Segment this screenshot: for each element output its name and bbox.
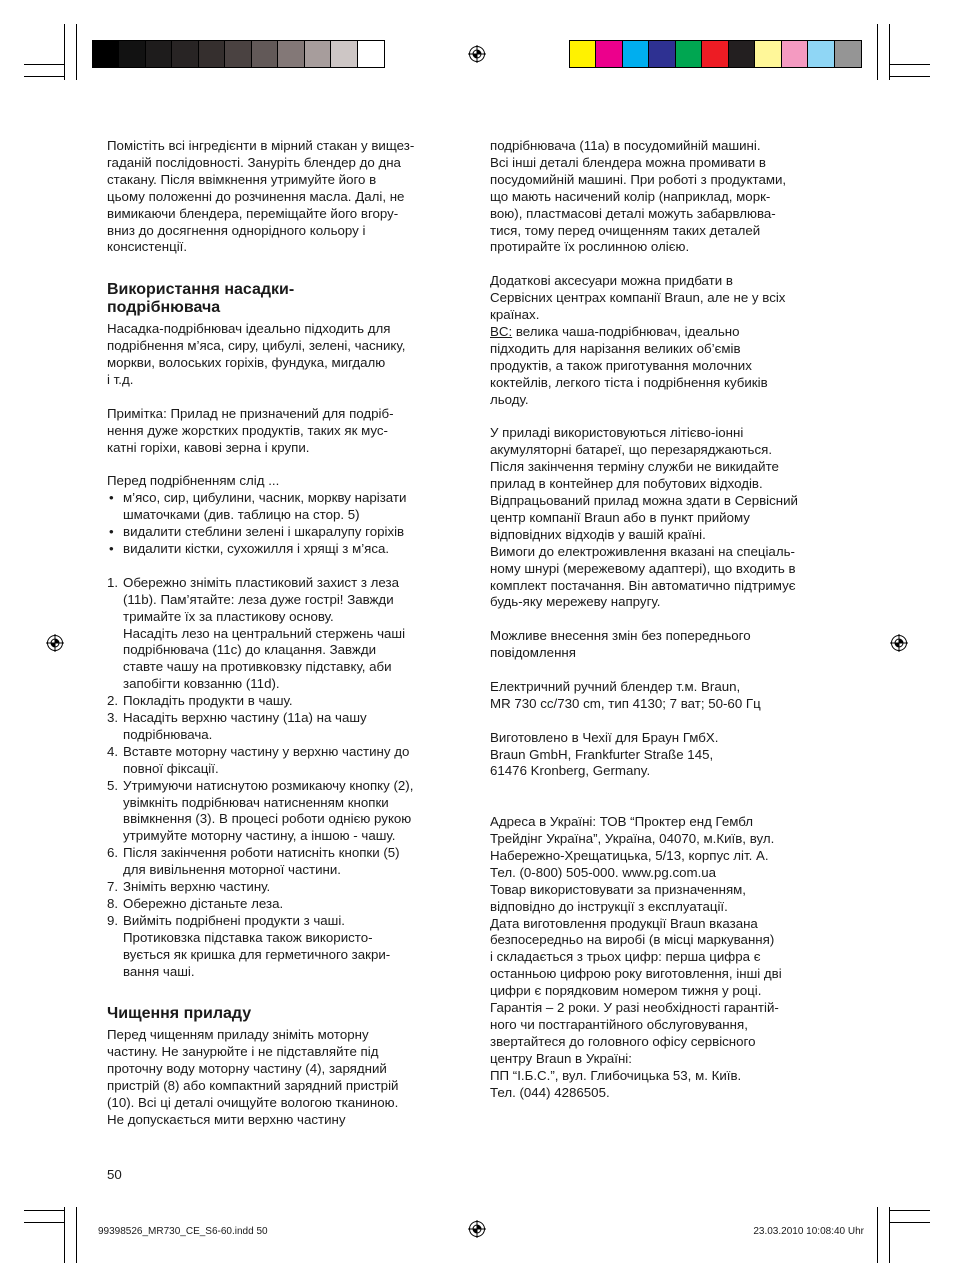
color-swatch <box>808 41 834 67</box>
step-number: 9. <box>107 912 119 928</box>
bc-accessory-paragraph <box>490 324 850 409</box>
step-text: Покладіть продукти в чашу. <box>123 693 293 709</box>
step-text: Вийміть подрібнені продукти з чаші. Протиковзка підставка також використо- вується як кришка для герметичного закри- вання чаші. <box>123 912 391 979</box>
step-text: Обережно дістаньте леза. <box>123 896 284 911</box>
page-number: 50 <box>107 1167 122 1182</box>
color-swatch <box>570 41 596 67</box>
cleaning-continued-paragraph: подрібнювача (11a) в посудомийній машині. Всі інші деталі блендера можна промивати в посудомийній машині. При роботі з продуктами, що мають насичений колір (наприклад, морк- вою), пластмасові деталі можуть забарвлюва- тися, тому перед очищенням таких деталей протирайте їх рослинною олією. <box>490 138 787 255</box>
color-swatch <box>358 41 384 67</box>
step-text: Після закінчення роботи натисніть кнопки (5) для вивільнення моторної частини. <box>123 845 400 878</box>
cleaning-paragraph: Перед чищенням приладу зніміть моторну частину. Не занурюйте і не підставляйте під проточну воду моторну частину (4), зарядний пристрій (8) або компактний зарядний пристрій (10). Всі ці деталі очищуйте вологою тканиною. Не допускається мити верхню частину <box>107 1027 399 1127</box>
print-slug-filename: 99398526_MR730_CE_S6-60.indd 50 <box>98 1226 268 1237</box>
color-swatch <box>676 41 702 67</box>
color-swatch <box>331 41 357 67</box>
color-swatch <box>729 41 755 67</box>
color-swatch <box>119 41 145 67</box>
color-swatch <box>596 41 622 67</box>
product-info: Електричний ручний блендер т.м. Braun, MR 730 cc/730 cm, тип 4130; 7 ват; 50-60 Гц <box>490 678 761 711</box>
list-item: • видалити кістки, сухожилля і хрящі з м’яса. <box>107 541 459 558</box>
color-swatch <box>782 41 808 67</box>
registration-mark-icon <box>46 634 64 652</box>
step-text: Обережно зніміть пластиковий захист з леза (11b). Пам’ятайте: леза дуже гострі! Завжди тримайте їх за пластикову основу. Насадіть лезо на центральний стержень чаші подрібнювача (11c) до клацання. Завжди ставте чашу на противковзку підставку, аби запобігти ковзанню (11d). <box>123 574 406 692</box>
color-swatch <box>225 41 251 67</box>
list-item <box>107 693 459 710</box>
step-number: 1. <box>107 574 119 590</box>
step-number: 6. <box>107 845 119 861</box>
step-number: 4. <box>107 743 119 759</box>
color-swatch <box>755 41 781 67</box>
list-item <box>107 879 459 896</box>
list-item <box>107 575 459 693</box>
list-item <box>107 896 459 913</box>
step-text: Зніміть верхню частину. <box>123 879 271 895</box>
color-swatch <box>146 41 172 67</box>
print-slug-timestamp: 23.03.2010 10:08:40 Uhr <box>753 1226 864 1237</box>
color-swatch <box>305 41 331 67</box>
color-swatch <box>172 41 198 67</box>
left-column <box>107 138 459 1129</box>
step-text: Вставте моторну частину у верхню частину до повної фіксації. <box>123 743 410 776</box>
bc-text: велика чаша-подрібнювач, ідеально підходить для нарізання великих об’ємів продуктів, а також приготування молочних коктейлів, легкого тіста і подрібнення кубиків льоду. <box>490 323 768 407</box>
color-swatch <box>278 41 304 67</box>
list-item <box>107 744 459 778</box>
preparation-list <box>107 490 459 558</box>
registration-mark-icon <box>890 634 908 652</box>
accessories-paragraph: Додаткові аксесуари можна придбати в Сервісних центрах компанії Braun, але не у всіх країнах. <box>490 273 786 323</box>
color-calibration-bar <box>569 40 862 68</box>
step-text: Утримуючи натиснутою розмикаючу кнопку (2), увімкніть подрібнювач натисненням кнопки ввімкнення (3). В процесі роботи однією рукою утримуйте моторну частину, а іншою - чашу. <box>123 777 414 844</box>
step-number: 3. <box>107 710 119 726</box>
color-swatch <box>623 41 649 67</box>
list-item: • м’ясо, сир, цибулини, часник, моркву нарізати шматочками (див. таблицю на стор. 5) <box>107 490 459 524</box>
chopper-paragraph: Насадка-подрібнювач ідеально підходить для подрібнення м’яса, сиру, цибулі, зелені, часнику, моркви, волоських горіхів, фундука, мигдалю і т.д. <box>107 321 406 387</box>
list-item <box>107 710 459 744</box>
manufacturer-info: Виготовлено в Чехії для Браун ГмбХ. Braun GmbH, Frankfurter Straße 145, 61476 Kronberg, Germany. <box>490 729 719 779</box>
color-swatch <box>93 41 119 67</box>
list-item <box>107 913 459 981</box>
battery-paragraph: У приладі використовуються літієво-іонні акумуляторні батареї, що перезаряджаються. Після закінчення терміну служби не викидайте прилад в контейнер для побутових відходів. Відпрацьований прилад можна здати в Сервісний центр компанії Braun або в пункт прийому відповідних відходів у вашій країні. Вимоги до електроживлення вказані на спеціаль- ному шнурі (мережевому адаптері), що входить в комплект постачання. Він автоматично підтримує будь-яку мережеву напругу. <box>490 425 798 610</box>
step-text: Насадіть верхню частину (11a) на чашу подрібнювача. <box>123 710 367 742</box>
ukraine-contact-info: Адреса в Україні: ТОВ “Проктер енд Гембл Трейдінг Україна”, Україна, 04070, м.Київ, вул. Набережно-Хрещатицька, 5/13, корпус літ. А. Тел. (0-800) 505-000. www.pg.com.ua Товар використовувати за призначенням, відповідно до інструкції з експлуатації. Дата виготовлення продукції Braun вказана безпосередньо на виробі (в місці маркування) і складається з трьох цифр: перша цифра є останньою цифрою року виготовлення, інші дві цифри є порядковим номером тижня у році. Гарантія – 2 роки. У разі необхідності гарантій- ного чи постгарантійного обслуговування, звертайтеся до головного офісу сервісного центру Braun в Україні: ПП “І.Б.С.”, вул. Глибочицька 53, м. Київ. Тел. (044) 4286505. <box>490 814 782 1100</box>
color-swatch <box>649 41 675 67</box>
note-paragraph: Примітка: Прилад не призначений для подріб- нення дуже жорстких продуктів, таких як мус- катні горіхи, кавові зерна і крупи. <box>107 405 394 455</box>
intro-paragraph: Помістіть всі інгредієнти в мірний стакан у вищез- гаданій послідовності. Зануріть блендер до дна стакану. Після ввімкнення утримуйте його в цьому положенні до розчинення масла. Далі, не вимикаючи блендера, переміщайте його вгору- вниз до досягнення однорідного кольору і консистенції. <box>107 138 415 255</box>
step-number: 2. <box>107 693 119 709</box>
changes-notice: Можливе внесення змін без попереднього повідомлення <box>490 628 751 661</box>
list-item: • видалити стеблини зелені і шкаралупу горіхів <box>107 524 459 541</box>
steps-list <box>107 575 459 981</box>
right-column <box>490 138 850 1102</box>
color-swatch <box>702 41 728 67</box>
color-swatch <box>252 41 278 67</box>
color-swatch <box>835 41 861 67</box>
list-item <box>107 778 459 846</box>
step-number: 8. <box>107 896 119 911</box>
registration-mark-icon <box>468 45 486 63</box>
before-chopping-label: Перед подрібненням слід ... <box>107 473 280 489</box>
chopper-heading: Використання насадки- подрібнювача <box>107 281 295 317</box>
color-swatch <box>199 41 225 67</box>
step-number: 7. <box>107 879 119 895</box>
step-number: 5. <box>107 777 119 793</box>
grayscale-calibration-bar <box>92 40 385 68</box>
bc-label: BC: <box>490 323 513 339</box>
list-item <box>107 845 459 879</box>
registration-mark-icon <box>468 1220 486 1238</box>
cleaning-heading: Чищення приладу <box>107 1005 252 1023</box>
